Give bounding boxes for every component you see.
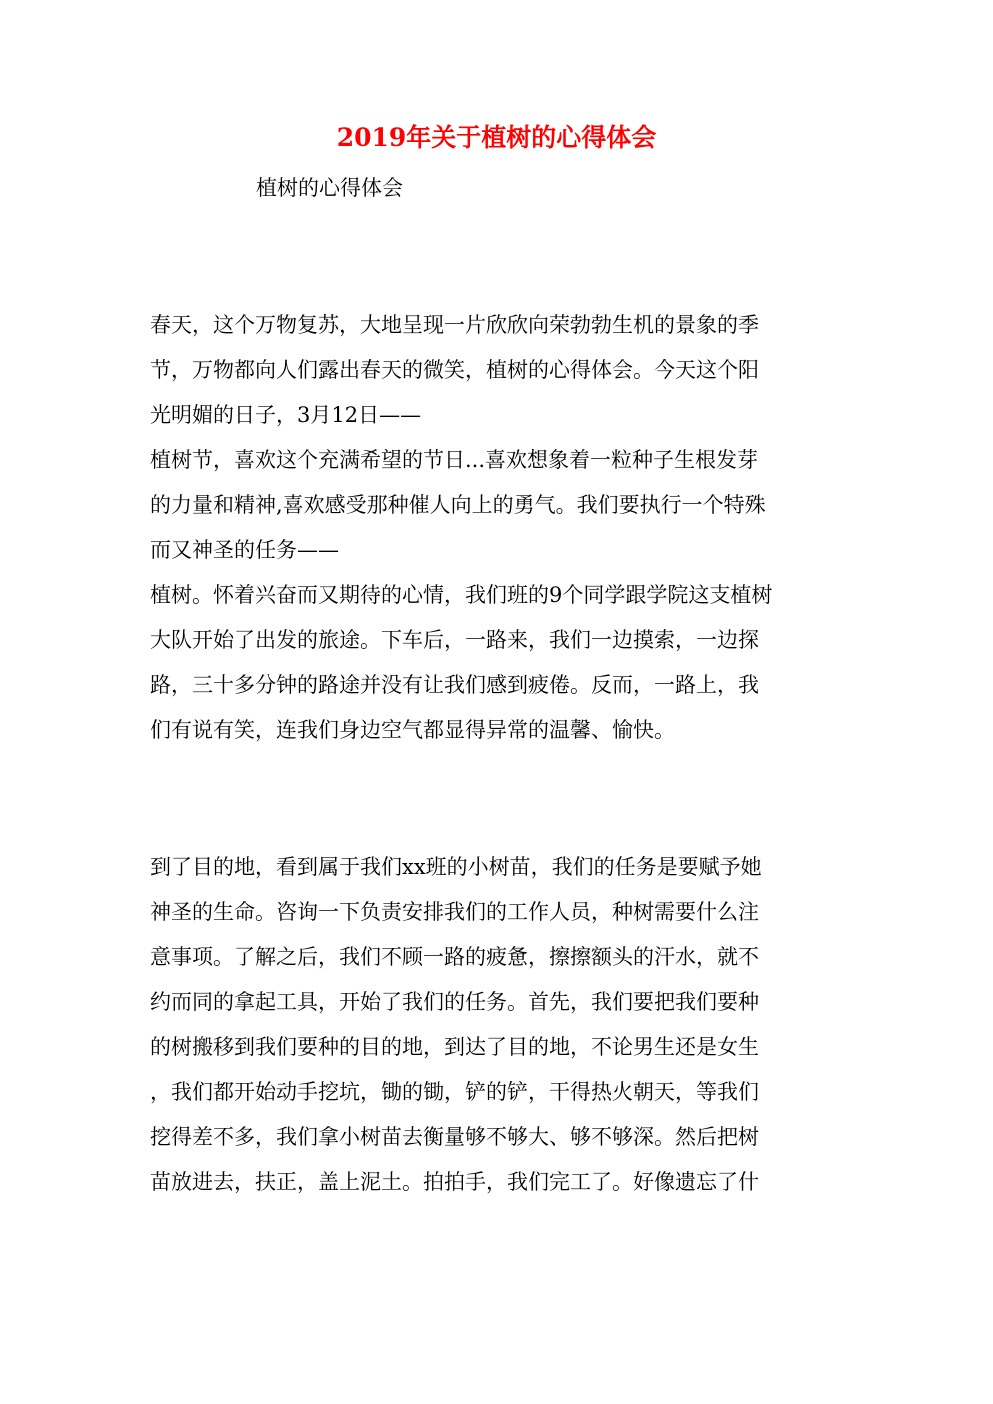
paragraph-1-line: 春天，这个万物复苏，大地呈现一片欣欣向荣勃勃生机的景象的季: [150, 313, 759, 337]
paragraph-2-line: 意事项。了解之后，我们不顾一路的疲惫，擦擦额头的汗水，就不: [150, 945, 759, 969]
paragraph-2-line: 神圣的生命。咨询一下负责安排我们的工作人员，种树需要什么注: [150, 900, 759, 924]
paragraph-2-line: 约而同的拿起工具，开始了我们的任务。首先，我们要把我们要种: [150, 990, 759, 1014]
paragraph-1-line: 植树。怀着兴奋而又期待的心情，我们班的9个同学跟学院这支植树: [150, 583, 773, 607]
paragraph-1-line: 而又神圣的任务——: [150, 538, 339, 562]
paragraph-1-line: 们有说有笑，连我们身边空气都显得异常的温馨、愉快。: [150, 718, 675, 742]
paragraph-2-line: 苗放进去，扶正，盖上泥土。拍拍手，我们完工了。好像遗忘了什: [150, 1170, 759, 1194]
paragraph-1-line: 的力量和精神,喜欢感受那种催人向上的勇气。我们要执行一个特殊: [150, 493, 766, 517]
document-title: 2019年关于植树的心得体会: [336, 123, 657, 152]
paragraph-2-line: ，我们都开始动手挖坑，锄的锄，铲的铲，干得热火朝天，等我们: [150, 1080, 759, 1104]
paragraph-1-line: 植树节，喜欢这个充满希望的节日...喜欢想象着一粒种子生根发芽: [150, 448, 759, 472]
paragraph-2-line: 的树搬移到我们要种的目的地，到达了目的地，不论男生还是女生: [150, 1035, 759, 1059]
paragraph-1-line: 光明媚的日子，3月12日——: [150, 403, 422, 427]
paragraph-1-line: 大队开始了出发的旅途。下车后，一路来，我们一边摸索，一边探: [150, 628, 759, 652]
paragraph-1-line: 路，三十多分钟的路途并没有让我们感到疲倦。反而，一路上，我: [150, 673, 759, 697]
paragraph-2-line: 到了目的地，看到属于我们xx班的小树苗，我们的任务是要赋予她: [150, 855, 762, 879]
paragraph-2-line: 挖得差不多，我们拿小树苗去衡量够不够大、够不够深。然后把树: [150, 1125, 759, 1149]
document-subtitle: 植树的心得体会: [256, 176, 403, 200]
paragraph-1-line: 节，万物都向人们露出春天的微笑，植树的心得体会。今天这个阳: [150, 358, 759, 382]
